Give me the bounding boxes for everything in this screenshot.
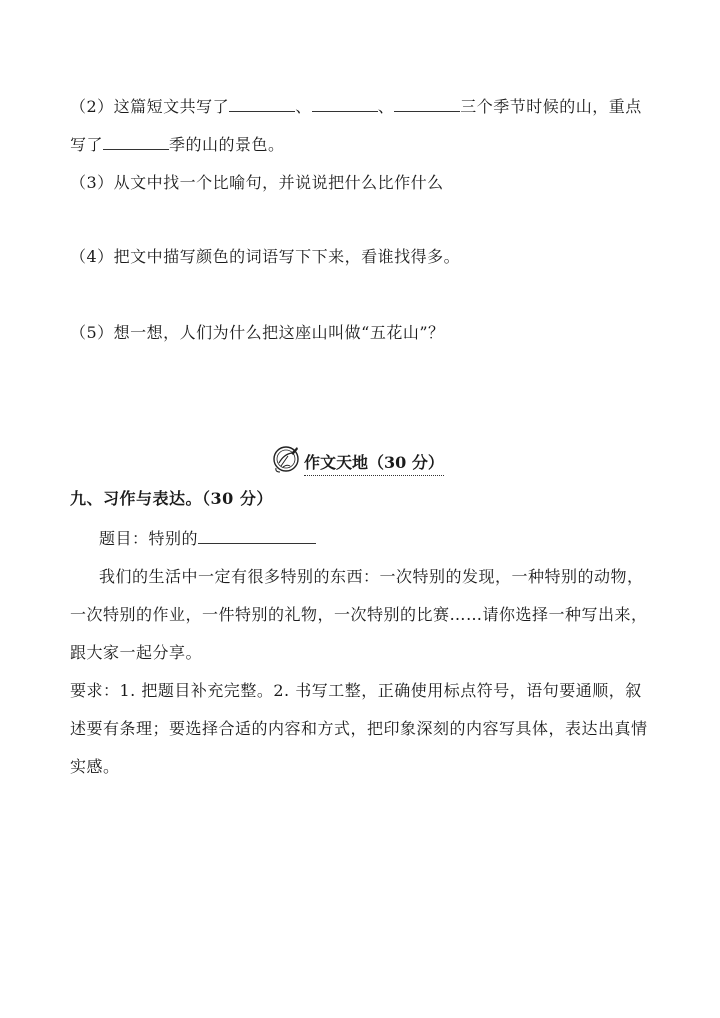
- answer-blank-4[interactable]: [103, 133, 169, 150]
- separator: 、: [295, 97, 312, 116]
- composition-heading: 九、习作与表达。（30 分）: [70, 489, 273, 508]
- section-title: 作文天地（30 分）: [304, 452, 444, 476]
- question-2-text-c: 写了: [70, 135, 104, 154]
- answer-blank-2[interactable]: [312, 95, 378, 112]
- prompt-line-3: 跟大家一起分享。: [70, 643, 203, 662]
- requirement-line-1: 要求：1. 把题目补充完整。2. 书写工整，正确使用标点符号，语句要通顺，叙: [70, 681, 642, 700]
- prompt-line-2: 一次特别的作业，一件特别的礼物，一次特别的比赛……请你选择一种写出来，: [70, 605, 648, 624]
- question-2-text-d: 季的山的景色。: [169, 135, 285, 154]
- question-2-text-b: 三个季节时候的山，重点: [460, 97, 642, 116]
- answer-blank-1[interactable]: [229, 95, 295, 112]
- pen-emblem-icon: [272, 444, 304, 476]
- question-3: （3）从文中找一个比喻句，并说说把什么比作什么: [70, 173, 444, 192]
- topic-label: 题目：特别的: [99, 529, 199, 548]
- section-header: [272, 442, 444, 476]
- question-2-text-a: （2）这篇短文共写了: [70, 97, 230, 116]
- question-2-line-1: [70, 95, 642, 118]
- prompt-line-1: 我们的生活中一定有很多特别的东西：一次特别的发现，一种特别的动物，: [99, 567, 644, 586]
- composition-topic: [99, 527, 316, 550]
- requirement-line-3: 实感。: [70, 757, 120, 776]
- separator: 、: [377, 97, 395, 116]
- question-2-line-2: [70, 133, 285, 156]
- question-4: （4）把文中描写颜色的词语写下下来，看谁找得多。: [70, 247, 461, 266]
- question-5: （5）想一想，人们为什么把这座山叫做“五花山”？: [70, 323, 445, 342]
- requirement-line-2: 述要有条理；要选择合适的内容和方式，把印象深刻的内容写具体，表达出真情: [70, 719, 648, 738]
- topic-blank[interactable]: [198, 527, 316, 544]
- answer-blank-3[interactable]: [394, 95, 460, 112]
